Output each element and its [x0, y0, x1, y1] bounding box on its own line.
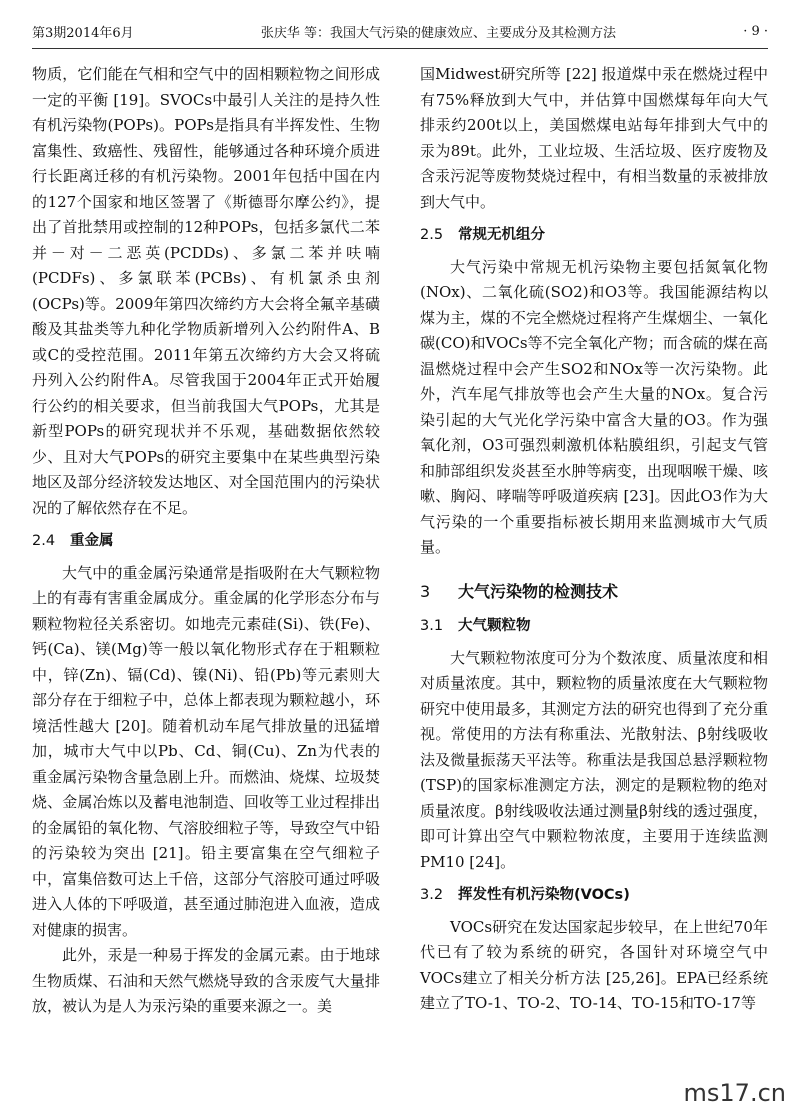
section-heading-3-1: 3.1 大气颗粒物: [420, 618, 531, 634]
paragraph: 国Midwest研究所等 [22] 报道煤中汞在燃烧过程中有75%释放到大气中，并估算中国燃煤每年向大气排汞约200t以上，美国燃煤电站每年排到大气中的汞为89t。此外，工业垃圾、生活垃圾、医疗废物及含汞污泥等废物焚烧过程中，有相当数量的汞被排放到大气中。: [420, 65, 768, 211]
section-heading-2-4: 2.4 重金属: [32, 533, 114, 549]
left-column: [32, 62, 380, 1020]
running-title: 张庆华 等：我国大气污染的健康效应、主要成分及其检测方法: [260, 25, 616, 41]
paragraph: VOCs研究在发达国家起步较早，在上世纪70年代已有了较为系统的研究，各国针对环境空气中VOCs建立了相关分析方法 [25,26]。EPA已经系统建立了TO-1、TO-2、TO-14、TO-15和TO-17等: [420, 917, 768, 1012]
paragraph: 物质，它们能在气相和空气中的固相颗粒物之间形成一定的平衡 [19]。SVOCs中最引人关注的是持久性有机污染物(POPs)。POPs是指具有半挥发性、生物富集性、致癌性、残留性，能够通过各种环境介质进行长距离迁移的有机污染物。2001年包括中国在内的127个国家和地区签署了《斯德哥尔摩公约》，提出了首批禁用或控制的12种POPs，包括多氯代二苯并－对－二恶英(PCDDs)、多氯二苯并呋喃(PCDFs)、多氯联苯(PCBs)、有机氯杀虫剂(OCPs)等。2009年第四次缔约方大会将全氟辛基磺酸及其盐类等九种化学物质新增列入公约附件A、B或C的受控范围。2011年第五次缔约方大会又将硫丹列入公约附件A。尽管我国于2004年正式开始履行公约的相关要求，但当前我国大气POPs，尤其是新型POPs的研究现状并不乐观，基础数据依然较少、且对大气POPs的研究主要集中在某些典型污染地区及部分经济较发达地区、对全国范围内的污染状况的了解依然存在不足。: [32, 65, 380, 517]
paragraph: 大气污染中常规无机污染物主要包括氮氧化物(NOx)、二氧化硫(SO2)和O3等。我国能源结构以煤为主，煤的不完全燃烧过程将产生煤烟尘、一氧化碳(CO)和VOCs等不完全氧化产物；而含硫的煤在高温燃烧过程中会产生SO2和NOx等一次污染物。此外，汽车尾气排放等也会产生大量的NOx。复合污染引起的大气光化学污染中富含大量的O3。作为强氧化剂，O3可强烈刺激机体粘膜组织，引起支气管和肺部组织发炎甚至水肿等病变，出现咽喉干燥、咳嗽、胸闷、哮喘等呼吸道疾病 [23]。因此O3作为大气污染的一个重要指标被长期用来监测城市大气质量。: [420, 257, 768, 556]
watermark: ms17.cn: [683, 1079, 786, 1107]
section-heading-2-5: 2.5 常规无机组分: [420, 227, 545, 243]
journal-issue: 第3期2014年6月: [32, 25, 134, 41]
page-header: [32, 18, 768, 49]
paragraph: 此外，汞是一种易于挥发的金属元素。由于地球生物质煤、石油和天然气燃烧导致的含汞废气大量排放，被认为是人为汞污染的重要来源之一。美: [32, 946, 380, 1015]
page-number: · 9 ·: [743, 23, 768, 39]
section-heading-3-2: 3.2 挥发性有机污染物(VOCs): [420, 887, 630, 903]
right-column: [420, 62, 768, 1017]
paragraph: 大气中的重金属污染通常是指吸附在大气颗粒物上的有毒有害重金属成分。重金属的化学形态分布与颗粒物粒径关系密切。如地壳元素硅(Si)、铁(Fe)、钙(Ca)、镁(Mg)等一般以氧化物形式存在于粗颗粒中，锌(Zn)、镉(Cd)、镍(Ni)、铅(Pb)等元素则大部分存在于细粒子中，总体上都表现为颗粒越小，环境活性越大 [20]。随着机动车尾气排放量的迅猛增加，城市大气中以Pb、Cd、铜(Cu)、Zn为代表的重金属污染物含量急剧上升。而燃油、烧煤、垃圾焚烧、金属冶炼以及蓄电池制造、回收等工业过程排出的金属铅的氧化物、气溶胶细粒子等，导致空气中铅的污染较为突出 [21]。铅主要富集在空气细粒子中，富集倍数可达上千倍，这部分气溶胶可通过呼吸进入人体的下呼吸道，甚至通过肺泡进入血液，造成对健康的损害。: [32, 563, 380, 939]
paragraph: 大气颗粒物浓度可分为个数浓度、质量浓度和相对质量浓度。其中，颗粒物的质量浓度在大气颗粒物研究中使用最多，其测定方法的研究也得到了充分重视。常使用的方法有称重法、光散射法、β射线吸收法及微量振荡天平法等。称重法是我国总悬浮颗粒物(TSP)的国家标准测定方法，测定的是颗粒物的绝对质量浓度。β射线吸收法通过测量β射线的透过强度，即可计算出空气中颗粒物浓度，主要用于连续监测PM10 [24]。: [420, 648, 768, 871]
section-heading-3: 3 大气污染物的检测技术: [420, 581, 619, 601]
